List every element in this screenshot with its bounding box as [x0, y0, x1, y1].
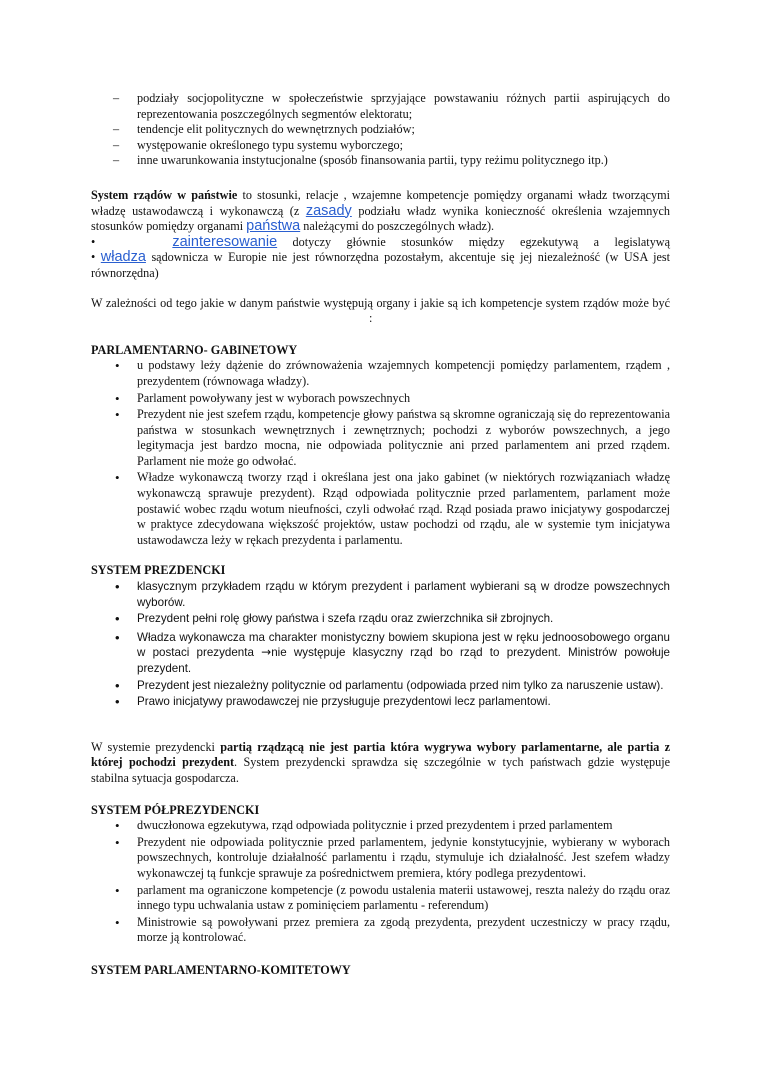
list-item: • u podstawy leży dążenie do zrównoważenia wzajemnych kompetencji pomiędzy parlamentem, rządem , prezydentem (równowaga władzy). [115, 358, 670, 388]
bullet-marker: • [115, 579, 120, 595]
list-item: – podziały socjopolityczne w społeczeństwie sprzyjające powstawaniu różnych partii aspirujących do reprezentowania poszczególnych segmentów elektoratu; [113, 91, 670, 121]
bullet-marker: • [115, 818, 120, 834]
list-item: • Parlament powoływany jest w wyborach powszechnych [115, 390, 411, 406]
list-item: • Prezydent pełni rolę głowy państwa i szefa rządu oraz zwierzchnika sił zbrojnych. [115, 611, 554, 627]
link-wladza[interactable]: władza [100, 249, 146, 266]
list-item: – inne uwarunkowania instytucjonalne (sposób finansowania partii, typy reżimu politycznego itp.) [113, 153, 608, 168]
list-item: • dwuczłonowa egzekutywa, rząd odpowiada politycznie i przed prezydentem i przed parlamentem [115, 818, 613, 834]
list-item: • Władza wykonawcza ma charakter monistyczny bowiem skupiona jest w ręku jednoosobowego organu w postaci prezydenta →nie występuje klasyczny rząd bo rząd to prezydent. Ministrów powołuje prezydent. [115, 629, 670, 675]
system-rzadow-term: System rządów w państwie [91, 187, 238, 202]
list-item: • Ministrowie są powoływani przez premiera za zgodą prezydenta, prezydent uczestniczy w pracy rządu, morze ją kontrolować. [115, 914, 670, 945]
dash-marker: – [113, 137, 120, 152]
parlamentarno-list [91, 358, 670, 548]
parlamentarno-heading: PARLAMENTARNO- GABINETOWY [91, 342, 298, 357]
list-item: • Prezydent jest niezależny politycznie od parlamentu (odpowiada przed nim tylko za naruszenie ustaw). [115, 677, 664, 693]
bullet-marker: • [91, 250, 96, 265]
list-item: • Prezydent nie jest szefem rządu, kompetencje głowy państwa są skromne ograniczają się do reprezentowania państwa w stosunkach wewnętrznych i zewnętrznych; pochodzi z wyborów powszechnych, a jego legitymacja jest bardzo mocna, nie odpowiada politycznie ani przed parlamentem ani przed rządem. Parlament nie może go odwołać. [115, 407, 670, 468]
wladza-line: • władza sądownicza w Europie nie jest równorzędna pozostałym, akcentuje się jej niezależność (w USA jest równorzędna) [91, 249, 671, 280]
intro-list [91, 91, 670, 169]
dash-marker: – [113, 122, 120, 137]
prezydencki-note: W systemie prezydencki partią rządzącą nie jest partia która wygrywa wybory parlamentarne, ale partia z której pochodzi prezydent. System prezydencki sprawdza się szczególnie w tych państwach gdzie występuje stabilna sytuacja gospodarcza. [91, 739, 671, 785]
link-zainteresowanie[interactable]: zainteresowanie [172, 233, 278, 250]
komitetowy-heading: SYSTEM PARLAMENTARNO-KOMITETOWY [91, 962, 351, 977]
prezydencki-heading: SYSTEM PREZDENCKI [91, 563, 226, 578]
bullet-marker: • [115, 914, 120, 930]
document-page [91, 91, 670, 979]
polprezydencki-heading: SYSTEM PÓŁPREZYDENCKI [91, 802, 260, 817]
arrow-icon: → [261, 645, 272, 660]
link-panstwa[interactable]: państwa [246, 218, 301, 235]
polprezydencki-list [91, 818, 670, 946]
bullet-marker: • [115, 694, 120, 710]
bullet-marker: • [115, 834, 120, 850]
dash-marker: – [113, 153, 120, 168]
list-item: – tendencje elit politycznych do wewnętrznych podziałów; [113, 122, 415, 137]
list-item: • parlament ma ograniczone kompetencje (z powodu ustalenia materii ustawowej, reszta należy do rządu oraz innego typu uchwalania ustaw z pominięciem parlamentu - referendum) [115, 882, 670, 913]
zaleznosci-paragraph: W zależności od tego jakie w danym państwie występują organy i jakie są ich kompetencje system rządów może być: [91, 295, 670, 326]
prezydencki-list [91, 579, 670, 710]
zainteresowanie-line: • zainteresowanie dotyczy głównie stosunków między egzekutywą a legislatywą [91, 233, 670, 250]
dash-marker: – [113, 91, 120, 105]
bullet-marker: • [115, 470, 120, 486]
bullet-marker: • [115, 390, 120, 406]
bullet-marker: • [115, 611, 120, 627]
bullet-marker: • [115, 677, 120, 693]
bullet-marker: • [115, 358, 120, 374]
system-rzadow-paragraph: System rządów w państwie to stosunki, relacje , wzajemne kompetencje pomiędzy organami władz tworzącymi władzę ustawodawczą i wykonawczą (z zasady podziału władz wynika konieczność określenia wzajemnych stosunków pomiędzy organami państwa należącymi do poszczególnych władz). [91, 187, 670, 235]
bullet-marker: • [115, 629, 120, 645]
list-item: – występowanie określonego typu systemu wyborczego; [113, 137, 404, 152]
list-item: • klasycznym przykładem rządu w którym prezydent i parlament wybierani są w drodze powszechnych wyborów. [115, 579, 670, 609]
bullet-marker: • [91, 234, 96, 249]
list-item: • Władze wykonawczą tworzy rząd i określana jest ona jako gabinet (w niektórych rozwiązaniach władzę wykonawczą sprawuje prezydent). Rząd odpowiada politycznie przed parlamentem, parlament może postawić wobec rządu wotum nieufności, czyli odwołać rząd. Rząd posiada prawo inicjatywy gospodarczej w praktyce zdecydowana większość projektów, ustaw pochodzi od rządu, ale w systemie tym inicjatywa ustawodawcza leży w rękach prezydenta i parlamentu. [115, 470, 670, 547]
bullet-marker: • [115, 882, 120, 898]
list-item: • Prawo inicjatywy prawodawczej nie przysługuje prezydentowi lecz parlamentowi. [115, 694, 551, 710]
list-item: • Prezydent nie odpowiada politycznie przed parlamentem, jedynie konstytucyjnie, wybierany w wyborach powszechnych, kontroluje działalność parlamentu i rządu, stymuluje ich działalność. Jest szefem władzy wykonawczej tą funkcje sprawuje za pośrednictwem premiera, który podlega prezydentowi. [115, 834, 670, 880]
bullet-marker: • [115, 407, 120, 423]
link-zasady[interactable]: zasady [305, 202, 352, 219]
